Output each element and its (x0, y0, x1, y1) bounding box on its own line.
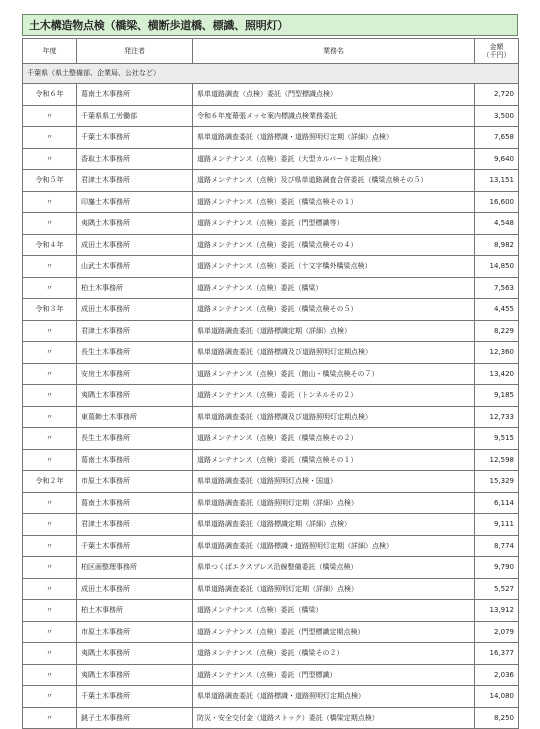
table-row (23, 127, 519, 149)
table-row (23, 492, 519, 514)
cell-year: 〃 (23, 213, 77, 235)
cell-orderer: 千葉土木事務所 (77, 127, 193, 149)
cell-year: 〃 (23, 320, 77, 342)
table-row (23, 299, 519, 321)
cell-task: 道路メンテナンス（点検）委託（橋梁点検その２） (193, 428, 475, 450)
cell-task: 県単道路調査委託（道路標識定期（詳細）点検） (193, 320, 475, 342)
table-row (23, 621, 519, 643)
cell-year: 〃 (23, 127, 77, 149)
table-row (23, 385, 519, 407)
cell-orderer: 千葉県県工労働部 (77, 105, 193, 127)
cell-amount: 13,420 (475, 363, 519, 385)
cell-task: 県単道路調査（点検）委託（門型標識点検） (193, 84, 475, 106)
table-row (23, 84, 519, 106)
cell-year: 〃 (23, 621, 77, 643)
cell-task: 県単道路調査委託（道路標識及び道路照明灯定期点検） (193, 342, 475, 364)
cell-year: 令和４年 (23, 234, 77, 256)
cell-task: 県単道路調査委託（道路標識・道路照明灯定期（詳細）点検） (193, 535, 475, 557)
cell-task: 県単道路調査委託（道路照明灯定期（詳細）点検） (193, 578, 475, 600)
table-row (23, 256, 519, 278)
table-row (23, 148, 519, 170)
table-row (23, 514, 519, 536)
cell-orderer: 君津土木事務所 (77, 514, 193, 536)
cell-orderer: 千葉土木事務所 (77, 686, 193, 708)
table-row (23, 428, 519, 450)
cell-task: 道路メンテナンス（点検）委託（橋梁その２） (193, 643, 475, 665)
table-row (23, 363, 519, 385)
cell-task: 道路メンテナンス（点検）委託（橋梁点検その４） (193, 234, 475, 256)
cell-year: 〃 (23, 406, 77, 428)
cell-orderer: 君津土木事務所 (77, 170, 193, 192)
cell-orderer: 柏土木事務所 (77, 600, 193, 622)
table-row (23, 471, 519, 493)
table-row (23, 578, 519, 600)
cell-year: 〃 (23, 578, 77, 600)
cell-task: 道路メンテナンス（点検）委託（橋梁） (193, 600, 475, 622)
cell-year: 〃 (23, 256, 77, 278)
cell-orderer: 長生土木事務所 (77, 342, 193, 364)
cell-amount: 16,600 (475, 191, 519, 213)
cell-year: 〃 (23, 557, 77, 579)
table-row (23, 707, 519, 729)
cell-orderer: 香取土木事務所 (77, 148, 193, 170)
cell-orderer: 長生土木事務所 (77, 428, 193, 450)
cell-amount: 7,658 (475, 127, 519, 149)
cell-task: 防災・安全交付金（道路ストック）委託（橋梁定期点検） (193, 707, 475, 729)
cell-amount: 8,774 (475, 535, 519, 557)
cell-orderer: 市原土木事務所 (77, 621, 193, 643)
cell-year: 〃 (23, 363, 77, 385)
cell-year: 〃 (23, 514, 77, 536)
cell-orderer: 印旛土木事務所 (77, 191, 193, 213)
table-row (23, 234, 519, 256)
cell-task: 道路メンテナンス（点検）委託（門型標識） (193, 664, 475, 686)
cell-year: 令和６年 (23, 84, 77, 106)
cell-year: 〃 (23, 105, 77, 127)
cell-orderer: 柏区画整理事務所 (77, 557, 193, 579)
cell-amount: 6,114 (475, 492, 519, 514)
cell-amount: 8,250 (475, 707, 519, 729)
cell-amount: 4,455 (475, 299, 519, 321)
cell-orderer: 安房土木事務所 (77, 363, 193, 385)
cell-amount: 9,185 (475, 385, 519, 407)
cell-task: 令和６年度幕張メッセ案内標識点検業務委託 (193, 105, 475, 127)
cell-year: 〃 (23, 686, 77, 708)
header-amount (475, 39, 519, 64)
cell-orderer: 成田土木事務所 (77, 299, 193, 321)
header-task: 業務名 (193, 39, 475, 64)
cell-task: 県単道路調査委託（道路照明灯定期（詳細）点検） (193, 492, 475, 514)
cell-task: 県単つくばエクスプレス沿線整備委託（橋梁点検） (193, 557, 475, 579)
cell-amount: 12,360 (475, 342, 519, 364)
cell-amount: 12,598 (475, 449, 519, 471)
table-row (23, 320, 519, 342)
table-row (23, 600, 519, 622)
cell-year: 〃 (23, 191, 77, 213)
cell-orderer: 夷隅土木事務所 (77, 643, 193, 665)
cell-task: 道路メンテナンス（点検）委託（橋梁） (193, 277, 475, 299)
table-row (23, 557, 519, 579)
cell-amount: 9,515 (475, 428, 519, 450)
cell-year: 〃 (23, 428, 77, 450)
cell-task: 道路メンテナンス（点検）委託（橋梁点検その１） (193, 449, 475, 471)
cell-orderer: 葛南土木事務所 (77, 449, 193, 471)
cell-amount: 4,548 (475, 213, 519, 235)
cell-year: 〃 (23, 148, 77, 170)
table-row (23, 406, 519, 428)
cell-amount: 2,036 (475, 664, 519, 686)
table-row (23, 170, 519, 192)
group-row (23, 64, 519, 84)
cell-year: 令和３年 (23, 299, 77, 321)
cell-task: 道路メンテナンス（点検）委託（大型カルバート定期点検） (193, 148, 475, 170)
cell-amount: 13,912 (475, 600, 519, 622)
table-row (23, 449, 519, 471)
cell-amount: 15,329 (475, 471, 519, 493)
cell-orderer: 君津土木事務所 (77, 320, 193, 342)
table-row (23, 277, 519, 299)
cell-orderer: 成田土木事務所 (77, 578, 193, 600)
cell-task: 道路メンテナンス（点検）委託（トンネルその２） (193, 385, 475, 407)
cell-amount: 9,640 (475, 148, 519, 170)
cell-amount: 13,151 (475, 170, 519, 192)
table-header-row (23, 39, 519, 64)
cell-orderer: 葛南土木事務所 (77, 492, 193, 514)
cell-orderer: 千葉土木事務所 (77, 535, 193, 557)
cell-year: 〃 (23, 449, 77, 471)
cell-task: 県単道路調査委託（道路標識定期（詳細）点検） (193, 514, 475, 536)
cell-amount: 16,377 (475, 643, 519, 665)
cell-amount: 8,229 (475, 320, 519, 342)
cell-orderer: 市原土木事務所 (77, 471, 193, 493)
cell-year: 〃 (23, 492, 77, 514)
header-amount-line1: 金額 (489, 42, 504, 51)
cell-amount: 9,111 (475, 514, 519, 536)
cell-year: 〃 (23, 600, 77, 622)
cell-amount: 3,500 (475, 105, 519, 127)
cell-orderer: 夷隅土木事務所 (77, 385, 193, 407)
cell-task: 道路メンテナンス（点検）委託（橋梁点検その５） (193, 299, 475, 321)
cell-year: 〃 (23, 707, 77, 729)
cell-task: 道路メンテナンス（点検）委託（橋梁点検その１） (193, 191, 475, 213)
table-row (23, 535, 519, 557)
cell-orderer: 山武土木事務所 (77, 256, 193, 278)
header-orderer: 発注者 (77, 39, 193, 64)
cell-orderer: 銚子土木事務所 (77, 707, 193, 729)
cell-task: 道路メンテナンス（点検）委託（門型標識定期点検） (193, 621, 475, 643)
header-amount-line2: （千円） (482, 51, 511, 59)
table-row (23, 213, 519, 235)
cell-year: 〃 (23, 277, 77, 299)
cell-task: 県単道路調査委託（道路照明灯点検・国道） (193, 471, 475, 493)
cell-amount: 14,850 (475, 256, 519, 278)
table-row (23, 342, 519, 364)
table-row (23, 664, 519, 686)
cell-orderer: 葛南土木事務所 (77, 84, 193, 106)
cell-year: 〃 (23, 664, 77, 686)
cell-year: 令和２年 (23, 471, 77, 493)
table-row (23, 191, 519, 213)
cell-year: 〃 (23, 535, 77, 557)
cell-year: 〃 (23, 342, 77, 364)
cell-amount: 2,079 (475, 621, 519, 643)
cell-amount: 8,982 (475, 234, 519, 256)
cell-task: 道路メンテナンス（点検）委託（門型標識等） (193, 213, 475, 235)
cell-amount: 9,790 (475, 557, 519, 579)
cell-amount: 14,080 (475, 686, 519, 708)
table-row (23, 643, 519, 665)
cell-orderer: 成田土木事務所 (77, 234, 193, 256)
cell-orderer: 柏土木事務所 (77, 277, 193, 299)
cell-amount: 7,563 (475, 277, 519, 299)
header-year: 年度 (23, 39, 77, 64)
cell-orderer: 東葛飾土木事務所 (77, 406, 193, 428)
cell-task: 道路メンテナンス（点検）委託（十文字橋外橋梁点検） (193, 256, 475, 278)
cell-amount: 12,733 (475, 406, 519, 428)
cell-year: 〃 (23, 385, 77, 407)
group-label: 千葉県（県土整備部、企業局、公社など） (23, 64, 519, 84)
cell-orderer: 夷隅土木事務所 (77, 664, 193, 686)
document-title: 土木構造物点検（橋梁、横断歩道橋、標識、照明灯） (22, 14, 518, 36)
inspection-table (22, 38, 519, 729)
cell-year: 〃 (23, 643, 77, 665)
cell-task: 道路メンテナンス（点検）委託（館山・橋梁点検その７） (193, 363, 475, 385)
table-row (23, 105, 519, 127)
cell-task: 県単道路調査委託（道路標識・道路照明灯定期点検） (193, 686, 475, 708)
cell-task: 県単道路調査委託（道路標識及び道路照明灯定期点検） (193, 406, 475, 428)
table-row (23, 686, 519, 708)
cell-amount: 2,720 (475, 84, 519, 106)
cell-year: 令和５年 (23, 170, 77, 192)
cell-task: 道路メンテナンス（点検）及び県単道路調査合併委託（橋梁点検その５） (193, 170, 475, 192)
cell-amount: 5,527 (475, 578, 519, 600)
cell-task: 県単道路調査委託（道路標識・道路照明灯定期（詳細）点検） (193, 127, 475, 149)
cell-orderer: 夷隅土木事務所 (77, 213, 193, 235)
